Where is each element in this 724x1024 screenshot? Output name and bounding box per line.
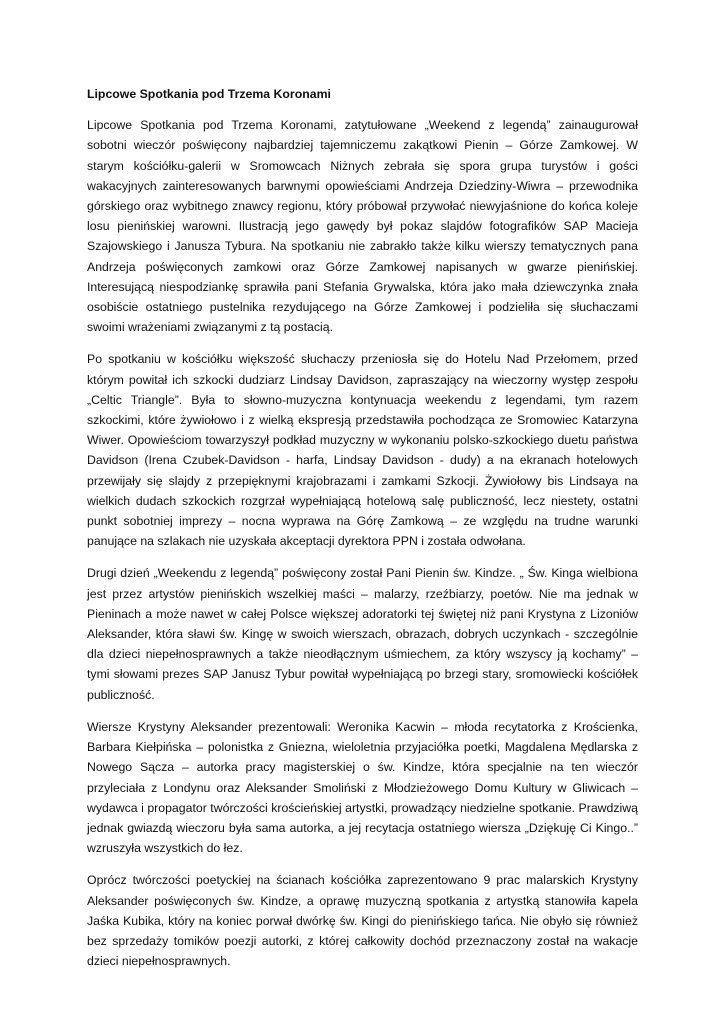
paragraph-4: Wiersze Krystyny Aleksander prezentowali: Weronika Kacwin – młoda recytatorka z Krościenka, Barbara Kiełpińska – polonistka z Gniezna, wieloletnia przyjaciółka poetki, Magdalena Mędlarska z Nowego Sącza – autorka pracy magisterskiej o św. Kindze, która specjalnie na ten wieczór przyleciała z Londynu oraz Aleksander Smoliński z Młodzieżowego Domu Kultury w Gliwicach – wydawca i propagator twórczości krościeńskiej artystki, prowadzący niedzielne spotkanie. Prawdziwą jednak gwiazdą wieczoru była sama autorka, a jej recytacja ostatniego wiersza „Dziękuję Ci Kingo..” wzruszyła wszystkich do łez.	[87, 719, 638, 856]
paragraph-2: Po spotkaniu w kościółku większość słuchaczy przeniosła się do Hotelu Nad Przełomem, przed którym powitał ich szkocki dudziarz Lindsay Davidson, zapraszający na wieczorny występ zespołu „Celtic Triangle”. Była to słowno-muzyczna kontynuacja weekendu z legendami, tym razem szkockimi, które żywiołowo i z wielką ekspresją przedstawiła pochodząca ze Sromowiec Katarzyna Wiwer. Opowieściom towarzyszył podkład muzyczny w wykonaniu polsko-szkockiego duetu państwa Davidson (Irena Czubek-Davidson - harfa, Lindsay Davidson - dudy) a na ekranach hotelowych przewijały się slajdy z przepięknymi krajobrazami i zamkami Szkocji. Żywiołowy bis Lindsaya na wielkich dudach szkockich rozgrzał wypełniającą hotelową salę publiczność, lecz niestety, ostatni punkt sobotniej imprezy – nocna wyprawa na Górę Zamkową – ze względu na trudne warunki panujące na szlakach nie uzyskała akceptacji dyrektora PPN i została odwołana.	[87, 352, 638, 549]
document-title: Lipcowe Spotkania pod Trzema Koronami	[87, 87, 331, 101]
paragraph-1: Lipcowe Spotkania pod Trzema Koronami, zatytułowane „Weekend z legendą” zainaugurował sobotni wieczór poświęcony najbardziej tajemniczemu zakątkowi Pienin – Górze Zamkowej. W starym kościółku-galerii w Sromowcach Niżnych zebrała się spora grupa turystów i gości wakacyjnych zainteresowanych barwnymi opowieściami Andrzeja Dziedziny-Wiwra – przewodnika górskiego oraz wybitnego znawcy regionu, który próbował przywołać niewyjaśnione do końca koleje losu pienińskiej warowni. Ilustracją jego gawędy był pokaz slajdów fotografików SAP Macieja Szajowskiego i Janusza Tybura. Na spotkaniu nie zabrakło także kilku wierszy tematycznych pana Andrzeja poświęconych zamkowi oraz Górze Zamkowej napisanych w gwarze pienińskiej. Interesującą niespodziankę sprawiła pani Stefania Grywalska, która jako mała dziewczynka znała osobiście ostatniego pustelnika rezydującego na Górze Zamkowej i podzieliła się słuchaczami swoimi wrażeniami związanymi z tą postacią.	[87, 118, 638, 335]
paragraph-3: Drugi dzień „Weekendu z legendą” poświęcony został Pani Pienin św. Kindze. „ Św. Kinga wielbiona jest przez artystów pienińskich wszelkiej maści – malarzy, rzeźbiarzy, poetów. Nie ma jednak w Pieninach a może nawet w całej Polsce większej adoratorki tej świętej niż pani Krystyna z Lizoniów Aleksander, która sławi św. Kingę w swoich wierszach, obrazach, dobrych uczynkach - szczególnie dla dzieci niepełnosprawnych a także nieodłącznym uśmiechem, za który wszyscy ją kochamy” – tymi słowami prezes SAP Janusz Tybur powitał wypełniającą po brzegi stary, sromowiecki kościółek publiczność.	[87, 566, 638, 702]
document-page	[87, 84, 638, 983]
paragraph-5: Oprócz twórczości poetyckiej na ścianach kościółka zaprezentowano 9 prac malarskich Krystyny Aleksander poświęconych św. Kindze, a oprawę muzyczną spotkania z artystką stanowiła kapela Jaśka Kubika, który na koniec porwał dwórkę św. Kingi do pienińskiego tańca. Nie obyło się również bez sprzedaży tomików poezji autorki, z której całkowity dochód przeznaczony został na wakacje dzieci niepełnosprawnych.	[87, 873, 638, 969]
